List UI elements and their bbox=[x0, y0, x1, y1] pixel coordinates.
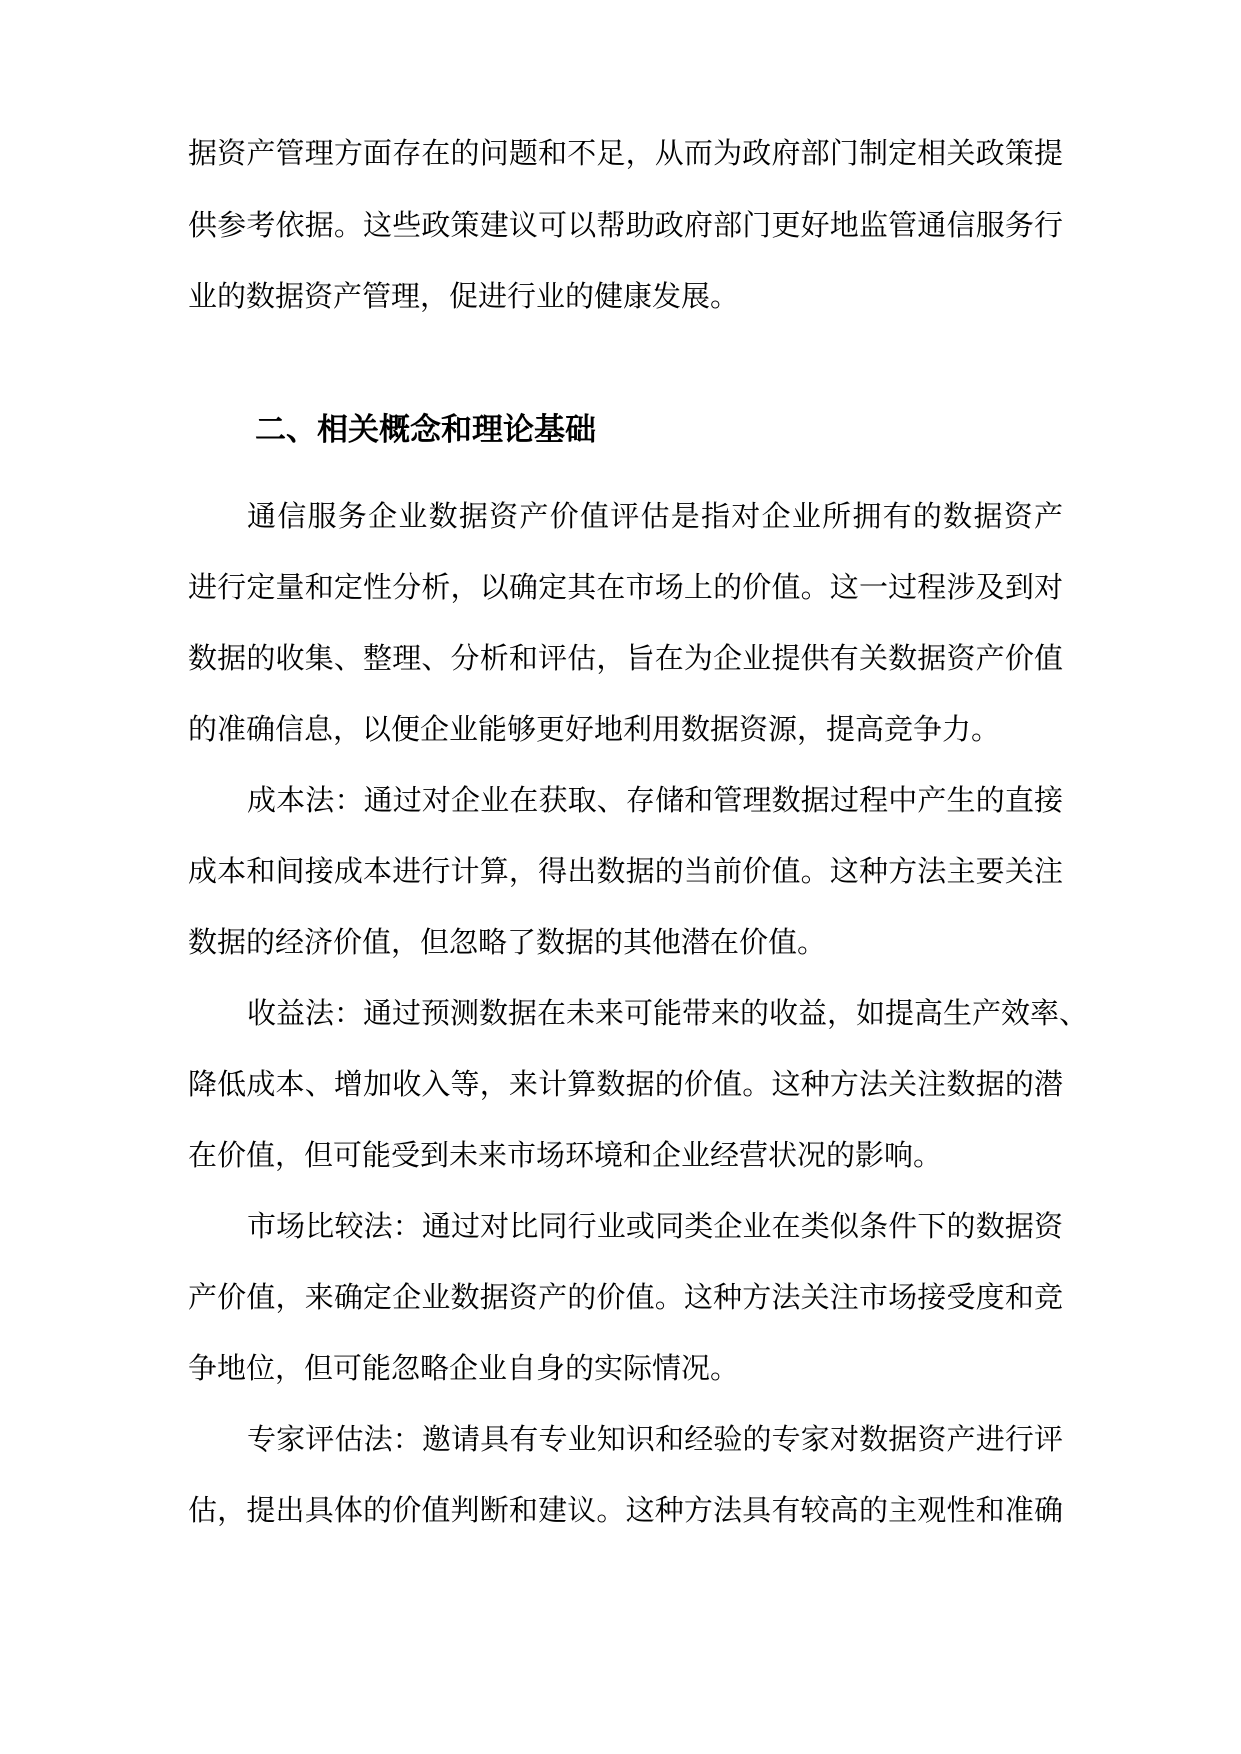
paragraph-market-method-line-3: 争地位，但可能忽略企业自身的实际情况。 bbox=[188, 1351, 740, 1385]
paragraph-income-method-line-1: 收益法：通过预测数据在未来可能带来的收益，如提高生产效率、 bbox=[247, 996, 1089, 1030]
intro-line-2: 供参考依据。这些政策建议可以帮助政府部门更好地监管通信服务行 bbox=[188, 208, 1063, 242]
paragraph-definition-line-3: 数据的收集、整理、分析和评估，旨在为企业提供有关数据资产价值 bbox=[188, 641, 1063, 675]
paragraph-definition-line-2: 进行定量和定性分析，以确定其在市场上的价值。这一过程涉及到对 bbox=[188, 570, 1063, 604]
paragraph-income-method-line-3: 在价值，但可能受到未来市场环境和企业经营状况的影响。 bbox=[188, 1138, 943, 1172]
paragraph-income-method-line-2: 降低成本、增加收入等，来计算数据的价值。这种方法关注数据的潜 bbox=[188, 1067, 1063, 1101]
paragraph-market-method-line-1: 市场比较法：通过对比同行业或同类企业在类似条件下的数据资 bbox=[247, 1209, 1063, 1243]
section-heading: 二、相关概念和理论基础 bbox=[255, 412, 596, 448]
paragraph-definition-line-1: 通信服务企业数据资产价值评估是指对企业所拥有的数据资产 bbox=[247, 499, 1063, 533]
intro-line-1: 据资产管理方面存在的问题和不足，从而为政府部门制定相关政策提 bbox=[188, 136, 1063, 170]
intro-line-3: 业的数据资产管理，促进行业的健康发展。 bbox=[188, 279, 740, 313]
paragraph-expert-method-line-2: 估，提出具体的价值判断和建议。这种方法具有较高的主观性和准确 bbox=[188, 1493, 1063, 1527]
paragraph-cost-method-line-3: 数据的经济价值，但忽略了数据的其他潜在价值。 bbox=[188, 925, 827, 959]
paragraph-cost-method-line-1: 成本法：通过对企业在获取、存储和管理数据过程中产生的直接 bbox=[247, 783, 1063, 817]
paragraph-cost-method-line-2: 成本和间接成本进行计算，得出数据的当前价值。这种方法主要关注 bbox=[188, 854, 1063, 888]
paragraph-expert-method-line-1: 专家评估法：邀请具有专业知识和经验的专家对数据资产进行评 bbox=[247, 1422, 1063, 1456]
paragraph-market-method-line-2: 产价值，来确定企业数据资产的价值。这种方法关注市场接受度和竞 bbox=[188, 1280, 1063, 1314]
paragraph-definition-line-4: 的准确信息，以便企业能够更好地利用数据资源，提高竞争力。 bbox=[188, 712, 1001, 746]
